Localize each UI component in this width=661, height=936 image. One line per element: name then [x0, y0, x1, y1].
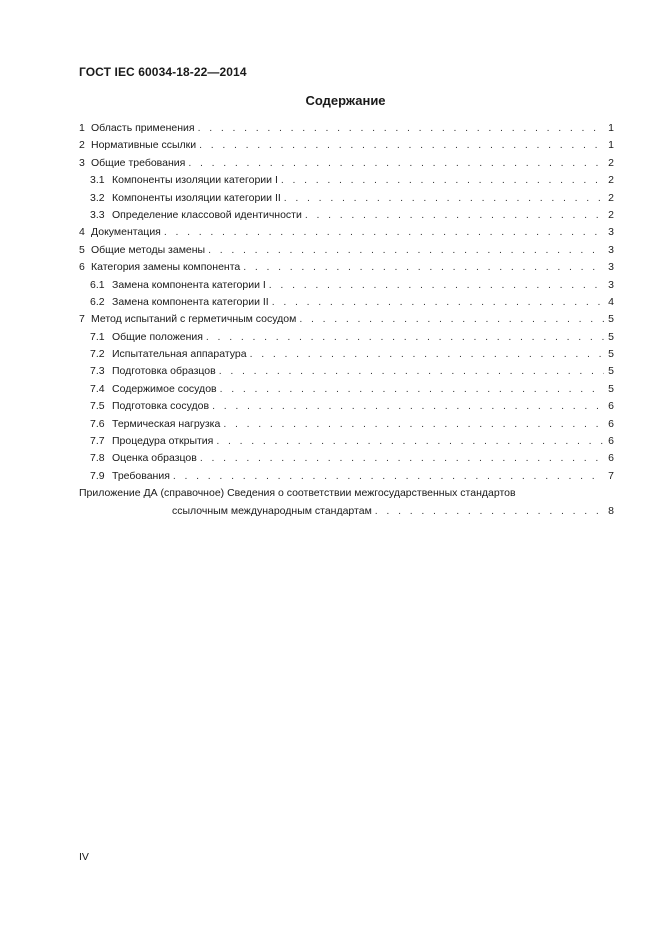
toc-entry-number: 6: [79, 261, 85, 274]
toc-entry-number: 7.3: [90, 365, 105, 378]
toc-entry-number: 7.4: [90, 382, 105, 395]
toc-entry[interactable]: [79, 120, 614, 137]
toc-entry-title: Процедура открытия: [112, 435, 214, 448]
table-of-contents: [79, 120, 614, 520]
appendix-title-line1: Приложение ДА (справочное) Сведения о соответствии межгосударственных стандартов: [79, 487, 516, 500]
toc-leader-dots: [219, 363, 604, 380]
toc-entry[interactable]: [79, 207, 614, 224]
toc-leader-dots: [216, 433, 604, 450]
toc-leader-dots: [281, 172, 604, 189]
toc-entry-title: Определение классовой идентичности: [112, 208, 302, 221]
toc-entry-title: Компоненты изоляции категории I: [112, 174, 278, 187]
toc-entry[interactable]: [79, 329, 614, 346]
toc-leader-dots: [375, 503, 604, 520]
toc-entry-number: 4: [79, 226, 85, 239]
toc-entry[interactable]: [79, 155, 614, 172]
toc-entry-page: 2: [608, 191, 614, 204]
toc-entry-number: 6.1: [90, 278, 105, 291]
toc-entry-title: Метод испытаний с герметичным сосудом: [91, 313, 297, 326]
toc-entry-page: 3: [608, 226, 614, 239]
toc-entry-page: 6: [608, 435, 614, 448]
toc-leader-dots: [200, 450, 604, 467]
toc-entry-number: 5: [79, 243, 85, 256]
toc-leader-dots: [223, 416, 604, 433]
toc-entry[interactable]: [79, 381, 614, 398]
toc-entry-page: 6: [608, 400, 614, 413]
appendix-page-number: 8: [608, 504, 614, 517]
toc-entry-page: 2: [608, 156, 614, 169]
toc-entry[interactable]: [79, 224, 614, 241]
toc-entry-page: 6: [608, 452, 614, 465]
toc-entry[interactable]: [79, 398, 614, 415]
toc-entry-page: 5: [608, 313, 614, 326]
toc-entry-title: Общие методы замены: [91, 243, 206, 256]
toc-leader-dots: [206, 329, 604, 346]
toc-leader-dots: [212, 398, 604, 415]
toc-entry-number: 7.1: [90, 330, 105, 343]
toc-entry[interactable]: [79, 468, 614, 485]
toc-entry[interactable]: [79, 259, 614, 276]
toc-entry-number: 1: [79, 122, 85, 134]
toc-entry-number: 7.7: [90, 435, 105, 448]
toc-entry-number: 7.8: [90, 452, 105, 465]
toc-entry-title: Подготовка сосудов: [112, 400, 210, 413]
toc-leader-dots: [284, 190, 604, 207]
toc-entry-page: 5: [608, 348, 614, 361]
toc-leader-dots: [220, 381, 604, 398]
toc-entry-title: Требования: [112, 469, 170, 482]
toc-entry-page: 3: [608, 278, 614, 291]
toc-entry-title: Замена компонента категории II: [112, 295, 269, 308]
page-number-footer: IV: [79, 851, 89, 863]
toc-leader-dots: [164, 224, 604, 241]
toc-entry[interactable]: [79, 172, 614, 189]
toc-entry-page: 1: [608, 122, 614, 134]
toc-leader-dots: [199, 137, 604, 154]
toc-entry[interactable]: [79, 433, 614, 450]
toc-entry-number: 3: [79, 156, 85, 169]
toc-entry-page: 5: [608, 382, 614, 395]
toc-entry-page: 7: [608, 469, 614, 482]
toc-entry-page: 2: [608, 208, 614, 221]
toc-entry-page: 3: [608, 243, 614, 256]
toc-entry-number: 7.6: [90, 417, 105, 430]
toc-title: Содержание: [305, 93, 386, 108]
appendix-title-line2-row: [79, 503, 614, 520]
toc-entry-title: Испытательная аппаратура: [112, 348, 247, 361]
toc-entry-number: 3.3: [90, 208, 105, 221]
toc-entry-title: Область применения: [91, 122, 195, 134]
toc-entry[interactable]: [79, 346, 614, 363]
toc-entry[interactable]: [79, 190, 614, 207]
toc-entry-title: Замена компонента категории I: [112, 278, 266, 291]
toc-entry-number: 3.2: [90, 191, 105, 204]
toc-leader-dots: [250, 346, 604, 363]
toc-entry-number: 6.2: [90, 295, 105, 308]
toc-entry-number: 7.9: [90, 469, 105, 482]
toc-entry-number: 7: [79, 313, 85, 326]
toc-entry-number: 7.5: [90, 400, 105, 413]
toc-leader-dots: [173, 468, 604, 485]
toc-entry[interactable]: [79, 294, 614, 311]
toc-entry-number: 7.2: [90, 348, 105, 361]
toc-leader-dots: [272, 294, 604, 311]
toc-entry-page: 5: [608, 365, 614, 378]
toc-entry[interactable]: [79, 450, 614, 467]
toc-entry[interactable]: [79, 363, 614, 380]
toc-leader-dots: [269, 277, 604, 294]
toc-entry-title: Подготовка образцов: [112, 365, 216, 378]
toc-entry-page: 1: [608, 139, 614, 152]
toc-entry-title: Нормативные ссылки: [91, 139, 197, 152]
toc-leader-dots: [243, 259, 604, 276]
toc-entry-title: Категория замены компонента: [91, 261, 241, 274]
toc-entry-title: Содержимое сосудов: [112, 382, 217, 395]
toc-leader-dots: [198, 120, 604, 137]
toc-entry[interactable]: [79, 416, 614, 433]
toc-entry-title: Документация: [91, 226, 161, 239]
toc-leader-dots: [305, 207, 604, 224]
toc-entry-title: Термическая нагрузка: [112, 417, 221, 430]
toc-entry-page: 6: [608, 417, 614, 430]
toc-entry-number: 2: [79, 139, 85, 152]
toc-entry-title: Компоненты изоляции категории II: [112, 191, 281, 204]
toc-leader-dots: [188, 155, 604, 172]
toc-leader-dots: [208, 242, 604, 259]
document-code: ГОСТ IEC 60034-18-22—2014: [79, 65, 247, 79]
appendix-title-line2: ссылочным международным стандартам: [172, 504, 372, 517]
toc-entry-page: 2: [608, 174, 614, 187]
toc-entry-page: 5: [608, 330, 614, 343]
toc-entry[interactable]: [79, 277, 614, 294]
toc-entry-number: 3.1: [90, 174, 105, 187]
toc-entry[interactable]: [79, 242, 614, 259]
toc-entry-title: Общие положения: [112, 330, 203, 343]
toc-entry-page: 3: [608, 261, 614, 274]
toc-leader-dots: [299, 311, 604, 328]
toc-entry-page: 4: [608, 295, 614, 308]
toc-appendix-entry[interactable]: [79, 485, 614, 520]
toc-entry-title: Общие требования: [91, 156, 186, 169]
toc-entry-title: Оценка образцов: [112, 452, 197, 465]
toc-entry[interactable]: [79, 137, 614, 154]
toc-entry[interactable]: [79, 311, 614, 328]
